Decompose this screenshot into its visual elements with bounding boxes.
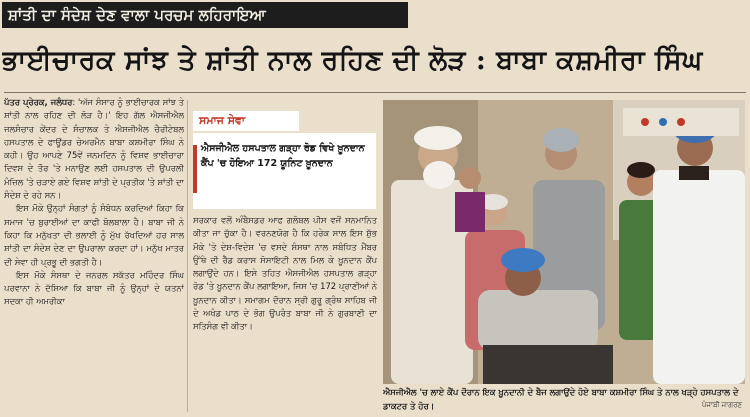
photo-credit: ਪੰਜਾਬੀ ਜਾਗਰਣ [701, 401, 742, 409]
byline: ਪੱਤਰ ਪ੍ਰੇਰਕ, ਜਲੰਧਰ [4, 97, 73, 107]
headline: ਭਾਈਚਾਰਕ ਸਾਂਝ ਤੇ ਸ਼ਾਂਤੀ ਨਾਲ ਰਹਿਣ ਦੀ ਲੋੜ : ਬਾਬਾ ਕਸ਼ਮੀਰਾ ਸਿੰਘ [2, 45, 703, 76]
news-photo [383, 100, 745, 384]
subheadline-box [193, 133, 376, 209]
article-paragraph: ਇਸ ਮੌਕੇ ਸੰਸਥਾ ਦੇ ਜਨਰਲ ਸਕੱਤਰ ਮਹਿੰਦਰ ਸਿੰਘ ਪਰਵਾਨਾ ਨੇ ਦੱਸਿਆ ਕਿ ਬਾਬਾ ਜੀ ਨੂੰ ਉਨ੍ਹਾਂ ਦੇ ਯਤਨਾਂ ਸਦਕਾ ਹੀ ਅਮਰੀਕਾ [4, 269, 184, 307]
article-paragraph: ਸਰਕਾਰ ਵਲੋਂ ਅੰਬੈਸਡਰ ਆਫ ਗਲੋਬਲ ਪੀਸ ਵਜੋਂ ਸਨਮਾਨਿਤ ਕੀਤਾ ਜਾ ਚੁੱਕਾ ਹੈ। ਵਰਨਣਯੋਗ ਹੈ ਕਿ ਹਰੇਕ ਸਾਲ ਇਸ ਸ਼ੁੱਭ ਮੌਕੇ 'ਤੇ ਦੇਸ਼-ਵਿਦੇਸ਼ 'ਚ ਵਸਦੇ ਸੰਸਥਾ ਨਾਲ ਸਬੰਧਿਤ ਮੈਂਬਰ ਉੱਥੇ ਦੀ ਰੈੱਡ ਕਰਾਸ ਸੋਸਾਇਟੀ ਨਾਲ ਮਿਲ ਕੇ ਖ਼ੂਨਦਾਨ ਕੈਂਪ ਲਗਾਉਂਦੇ ਹਨ। ਇਸੇ ਤਹਿਤ ਐਸਜੀਐਲ ਹਸਪਤਾਲ ਗੜ੍ਹਾ ਰੋਡ 'ਤੇ ਖ਼ੂਨਦਾਨ ਕੈਂਪ ਲਗਾਇਆ, ਜਿਸ 'ਚ 172 ਪ੍ਰਾਣੀਆਂ ਨੇ ਖ਼ੂਨਦਾਨ ਕੀਤਾ। ਸਮਾਗਮ ਦੌਰਾਨ ਸ੍ਰੀ ਗੁਰੂ ਗ੍ਰੰਥ ਸਾਹਿਬ ਜੀ ਦੇ ਅਖੰਡ ਪਾਠ ਦੇ ਭੋਗ ਉਪਰੰਤ ਬਾਬਾ ਜੀ ਨੇ ਗੁਰਬਾਣੀ ਦਾ ਸਤਿਸੰਗ ਵੀ ਕੀਤਾ। [193, 215, 377, 332]
article-paragraph: ਇਸ ਮੌਕੇ ਉਨ੍ਹਾਂ ਸੰਗਤਾਂ ਨੂੰ ਸੰਬੋਧਨ ਕਰਦਿਆਂ ਕਿਹਾ ਕਿ ਸਮਾਜ 'ਚ ਬੁਰਾਈਆਂ ਦਾ ਕਾਫੀ ਬੋਲਬਾਲਾ ਹੈ। ਬਾਬਾ ਜੀ ਨੇ ਕਿਹਾ ਕਿ ਮਨੁੱਖਤਾ ਦੀ ਭਲਾਈ ਨੂੰ ਮੁੱਖ ਰੱਖਦਿਆਂ ਹਰ ਸਾਲ ਸ਼ਾਂਤੀ ਦਾ ਸੰਦੇਸ਼ ਦੇਣ ਦਾ ਉਪਰਾਲਾ ਕਰਦਾ ਹਾਂ। ਮਨੁੱਖ ਮਾਤਰ ਦੀ ਸੇਵਾ ਹੀ ਪ੍ਰਭੂ ਦੀ ਭਗਤੀ ਹੈ। [4, 203, 184, 267]
paragraph-text: 'ਅੱਜ ਸੰਸਾਰ ਨੂੰ ਭਾਈਚਾਰਕ ਸਾਂਝ ਤੇ ਸ਼ਾਂਤੀ ਨਾਲ ਰਹਿਣ ਦੀ ਲੋੜ ਹੈ।' ਇਹ ਗੱਲ ਐਸਜੀਐਲ ਜਲਸੰਚਾਰ ਕੇਂਦਰ ਦੇ ਸੰਚਾਲਕ ਤੇ ਐਸਜੀਐਲ ਚੈਰੀਟੇਬਲ ਹਸਪਤਾਲ ਦੇ ਫਾਊਂਡਰ ਚੇਅਰਮੈਨ ਬਾਬਾ ਕਸ਼ਮੀਰਾ ਸਿੰਘ ਨੇ ਕਹੀ। ਉਹ ਆਪਣੇ 75ਵੇਂ ਜਨਮਦਿਨ ਨੂੰ ਵਿਸ਼ਵ ਭਾਈਚਾਰਾ ਦਿਵਸ ਦੇ ਤੌਰ 'ਤੇ ਮਨਾਉਣ ਲਈ ਹਸਪਤਾਲ ਦੀ ਉਪਰਲੀ ਮੰਜ਼ਿਲ 'ਤੇ ਚੜਾਏ ਗਏ ਵਿਸ਼ਵ ਸ਼ਾਂਤੀ ਦੇ ਪ੍ਰਤੀਕ 'ਤੇ ਸ਼ਾਂਤੀ ਦਾ ਸੰਦੇਸ਼ ਦੇ ਰਹੇ ਸਨ। [4, 97, 184, 201]
article-paragraph: ਪੱਤਰ ਪ੍ਰੇਰਕ, ਜਲੰਧਰ: 'ਅੱਜ ਸੰਸਾਰ ਨੂੰ ਭਾਈਚਾਰਕ ਸਾਂਝ ਤੇ ਸ਼ਾਂਤੀ ਨਾਲ ਰਹਿਣ ਦੀ ਲੋੜ ਹੈ।' ਇਹ ਗੱਲ ਐਸਜੀਐਲ ਜਲਸੰਚਾਰ ਕੇਂਦਰ ਦੇ ਸੰਚਾਲਕ ਤੇ ਐਸਜੀਐਲ ਚੈਰੀਟੇਬਲ ਹਸਪਤਾਲ ਦੇ ਫਾਊਂਡਰ ਚੇਅਰਮੈਨ ਬਾਬਾ ਕਸ਼ਮੀਰਾ ਸਿੰਘ ਨੇ ਕਹੀ। ਉਹ ਆਪਣੇ 75ਵੇਂ ਜਨਮਦਿਨ ਨੂੰ ਵਿਸ਼ਵ ਭਾਈਚਾਰਾ ਦਿਵਸ ਦੇ ਤੌਰ 'ਤੇ ਮਨਾਉਣ ਲਈ ਹਸਪਤਾਲ ਦੀ ਉਪਰਲੀ ਮੰਜ਼ਿਲ 'ਤੇ ਚੜਾਏ ਗਏ ਵਿਸ਼ਵ ਸ਼ਾਂਤੀ ਦੇ ਪ੍ਰਤੀਕ 'ਤੇ ਸ਼ਾਂਤੀ ਦਾ ਸੰਦੇਸ਼ ਦੇ ਰਹੇ ਸਨ। [4, 97, 184, 201]
kicker-banner: ਸ਼ਾਂਤੀ ਦਾ ਸੰਦੇਸ਼ ਦੇਣ ਵਾਲਾ ਪਰਚਮ ਲਹਿਰਾਇਆ [2, 2, 408, 28]
section-tag: ਸਮਾਜ ਸੇਵਾ [193, 111, 299, 131]
subhead-accent-bar [193, 145, 197, 193]
headline-rule [4, 92, 746, 93]
column-divider [187, 100, 188, 412]
photo-illustration [383, 100, 745, 384]
article-middle-column [193, 214, 377, 414]
article-left-column [4, 96, 184, 414]
photo-caption: ਐਸਜੀਐਲ 'ਚ ਲਾਏ ਕੈਂਪ ਦੌਰਾਨ ਇਕ ਖ਼ੂਨਦਾਨੀ ਦੇ ਬੈਜ ਲਗਾਉਂਦੇ ਹੋਏ ਬਾਬਾ ਕਸ਼ਮੀਰਾ ਸਿੰਘ ਤੇ ਨਾਲ ਖੜ੍ਹੇ ਹਸਪਤਾਲ ਦੇ ਡਾਕਟਰ ਤੇ ਹੋਰ। [383, 387, 739, 411]
subheadline: ਐਸਜੀਐਲ ਹਸਪਤਾਲ ਗੜ੍ਹਾ ਰੋਡ ਵਿਖੇ ਖ਼ੂਨਦਾਨ ਕੈਂਪ 'ਚ ਹੋਇਆ 172 ਯੂਨਿਟ ਖ਼ੂਨਦਾਨ [201, 143, 365, 169]
